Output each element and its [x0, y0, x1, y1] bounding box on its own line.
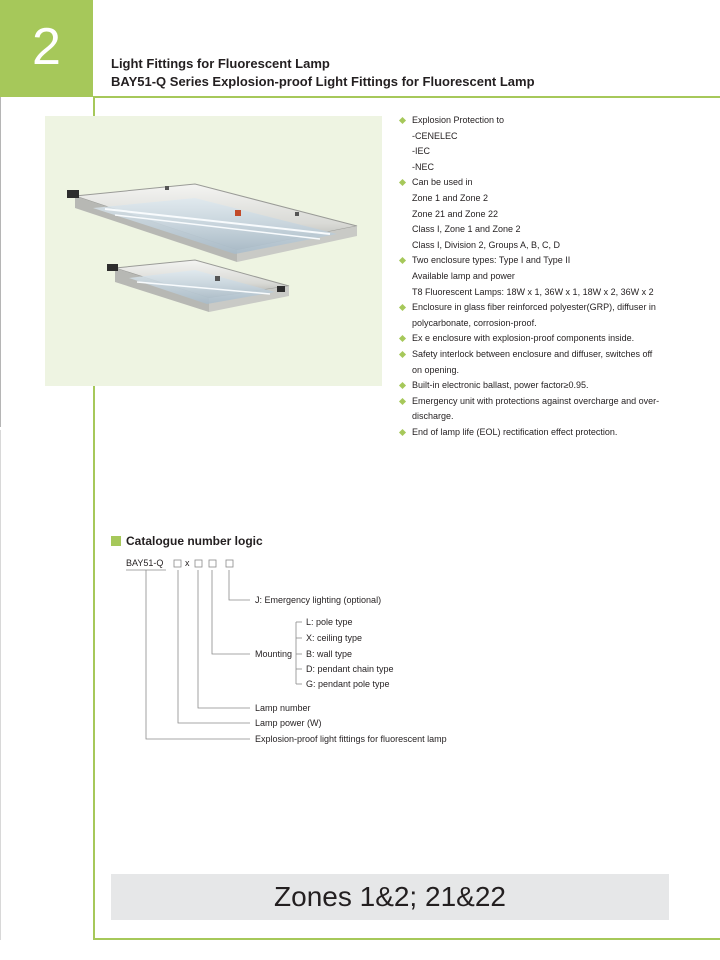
feature-subitem: -IEC	[412, 146, 430, 157]
feature-text: Ex e enclosure with explosion-proof components inside.	[412, 333, 635, 344]
code-box-lamp-number	[195, 560, 202, 567]
code-box-power	[174, 560, 181, 567]
feature-subitem: -CENELEC	[412, 130, 458, 141]
feature-text: Can be used in	[412, 177, 473, 188]
feature-subitem: Class I, Division 2, Groups A, B, C, D	[412, 239, 561, 250]
section-number: 2	[32, 17, 61, 76]
connector-lamp-number	[198, 570, 250, 708]
feature-subitem: discharge.	[412, 411, 454, 422]
mounting-option-ceiling: X: ceiling type	[306, 633, 363, 643]
code-box-mounting	[209, 560, 216, 567]
code-box-emergency	[226, 560, 233, 567]
catalogue-model: BAY51-Q	[126, 558, 164, 568]
lamp-power-label: Lamp power (W)	[255, 718, 322, 728]
catalogue-heading-text: Catalogue number logic	[126, 534, 263, 548]
feature-text: End of lamp life (EOL) rectification effect protection.	[412, 426, 618, 437]
feature-subitem: T8 Fluorescent Lamps: 18W x 1, 36W x 1, 18W x 2, 36W x 2	[412, 286, 654, 297]
feature-text: Emergency unit with protections against overcharge and over-	[412, 395, 660, 406]
feature-subitem: Zone 1 and Zone 2	[412, 192, 489, 203]
feature-subitem: Class I, Zone 1 and Zone 2	[412, 224, 521, 235]
mounting-option-pole: L: pole type	[306, 617, 353, 627]
connector-lamp-power	[178, 570, 250, 723]
mounting-option-pendant-pole: G: pendant pole type	[306, 679, 390, 689]
mounting-option-wall: B: wall type	[306, 649, 353, 659]
emergency-label: J: Emergency lighting (optional)	[255, 595, 382, 605]
connector-mounting	[212, 570, 250, 654]
feature-subitem: polycarbonate, corrosion-proof.	[412, 317, 537, 328]
feature-text: Safety interlock between enclosure and diffuser, switches off	[412, 348, 653, 359]
feature-subitem: -NEC	[412, 161, 434, 172]
mounting-label: Mounting	[255, 649, 293, 659]
feature-subitem: Zone 21 and Zone 22	[412, 208, 499, 219]
feature-text: Built-in electronic ballast, power factor≥0.95.	[412, 380, 589, 391]
feature-subitem: on opening.	[412, 364, 460, 375]
feature-text: Explosion Protection to	[412, 115, 505, 125]
page-subtitle: BAY51-Q Series Explosion-proof Light Fittings for Fluorescent Lamp	[111, 74, 535, 89]
zones-banner	[111, 874, 669, 920]
feature-text: Two enclosure types: Type I and Type II	[412, 255, 571, 266]
mounting-option-pendant-chain: D: pendant chain type	[306, 664, 394, 674]
page-title: Light Fittings for Fluorescent Lamp	[111, 56, 330, 71]
description-label: Explosion-proof light fittings for fluorescent lamp	[255, 734, 447, 744]
feature-subitem: Available lamp and power	[412, 270, 515, 281]
catalogue-separator: x	[185, 558, 190, 568]
zones-text: Zones 1&2; 21&22	[274, 881, 506, 912]
lamp-number-label: Lamp number	[255, 703, 311, 713]
feature-text: Enclosure in glass fiber reinforced polyester(GRP), diffuser in	[412, 302, 656, 313]
connector-emergency	[229, 570, 250, 600]
